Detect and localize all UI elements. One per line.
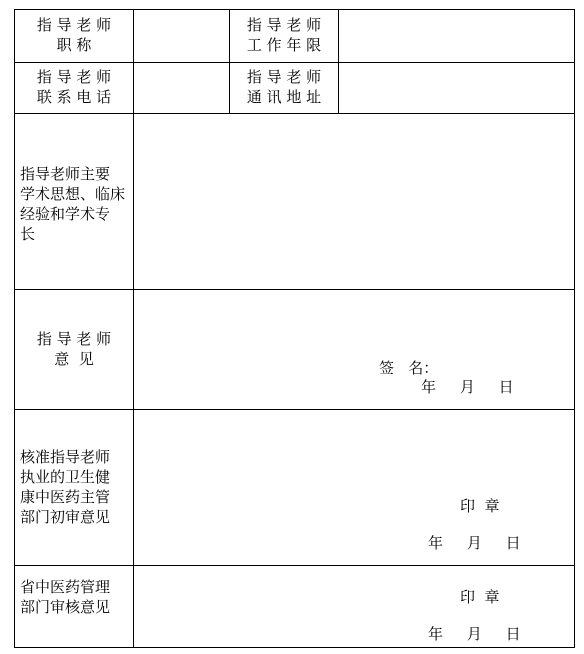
row-divider	[14, 62, 575, 63]
table-border-right	[574, 9, 575, 648]
row-divider	[14, 565, 575, 566]
mentor-years-label: 指 导 老 师 工 作 年 限	[246, 16, 322, 54]
row-divider	[14, 409, 575, 410]
mentor-title-label: 指 导 老 师 职 称	[36, 16, 112, 54]
mentor-opinion-label: 指 导 老 师 意 见	[36, 330, 112, 368]
initial-review-date: 年 月 日	[428, 534, 521, 552]
signature-label: 签 名：	[379, 359, 439, 377]
final-review-seal: 印 章	[460, 588, 500, 606]
final-review-label: 省中医药管理 部门审核意见	[20, 578, 111, 616]
initial-review-label: 核准指导老师 执业的卫生健 康中医药主管 部门初审意见	[20, 448, 111, 526]
opinion-date: 年 月 日	[421, 378, 514, 396]
mentor-address-label: 指 导 老 师 通 讯 地 址	[246, 68, 322, 106]
table-border-bottom	[14, 647, 575, 648]
final-review-date: 年 月 日	[428, 625, 521, 643]
table-border-top	[14, 9, 575, 10]
column-divider	[338, 9, 339, 114]
mentor-phone-label: 指 导 老 师 联 系 电 话	[36, 68, 112, 106]
expertise-label: 指导老师主要 学术思想、临床 经验和学术专 长	[20, 165, 126, 243]
column-divider	[133, 9, 134, 648]
row-divider	[14, 289, 575, 290]
initial-review-seal: 印 章	[460, 497, 500, 515]
row-divider	[14, 113, 575, 114]
